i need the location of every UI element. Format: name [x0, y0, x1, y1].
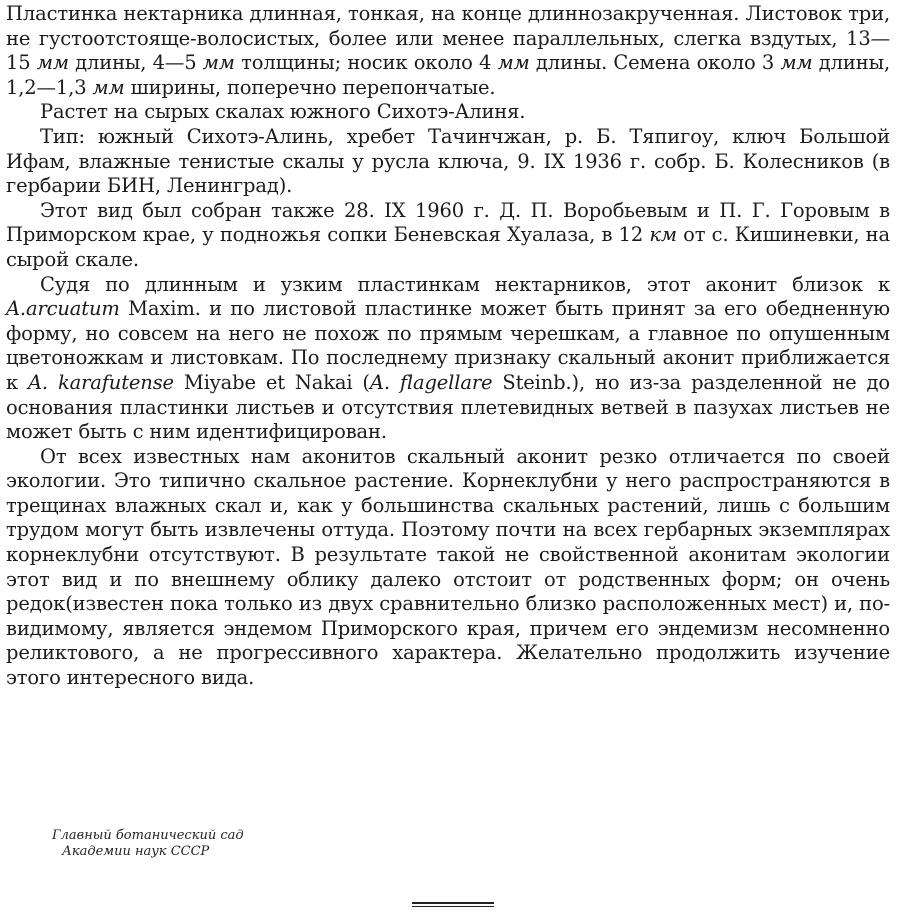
- text-run: длины, 1,2—1,3: [6, 51, 890, 99]
- text-run: Miyabe et Nakai (: [173, 370, 370, 394]
- paragraph: [6, 273, 890, 445]
- text-run: длины. Семена около 3: [529, 51, 781, 75]
- italic-run: мм: [92, 75, 125, 99]
- paragraph: [6, 100, 890, 125]
- paragraph: [6, 199, 890, 273]
- text-run: Пластинка нектарника длинная, тонкая, на конце длиннозакрученная. Листовок три, не густоотстояще-волосистых, более или менее параллельных, слегка вздутых, 13—15: [6, 2, 890, 75]
- text-run: от с. Кишиневки, на сырой скале.: [6, 223, 890, 271]
- paragraph: [6, 2, 890, 100]
- paragraph: [6, 445, 890, 691]
- italic-run: мм: [202, 51, 235, 75]
- end-rule: [412, 902, 494, 907]
- author-affiliation: [52, 828, 244, 860]
- italic-run: A. flagellare: [369, 370, 493, 394]
- text-run: Тип: южный Сихотэ-Алинь, хребет Тачинчжан, р. Б. Тяпигоу, ключ Большой Ифам, влажные тенистые скалы у русла ключа, 9. IX 1936 г. собр. Б. Колесников (в гербарии БИН, Ленинград).: [6, 124, 890, 198]
- document-body: [6, 2, 890, 691]
- italic-run: мм: [780, 51, 813, 75]
- paragraph: [6, 125, 890, 199]
- text-run: Судя по длинным и узким пластинкам нектарников, этот аконит близок к: [40, 272, 890, 296]
- text-run: От всех известных нам аконитов скальный аконит резко отличается по своей экологии. Это типично скальное растение. Корнеклубни у него распространяются в трещинах влажных скал и, как у большинства скальных растений, лишь с большим трудом могут быть извлечены оттуда. Поэтому почти на всех гербарных экземплярах корнеклубни отсутствуют. В результате такой не свойственной аконитам экологии этот вид и по внешнему облику далеко отстоит от родственных форм; он очень редок(известен пока только из двух сравнительно близко расположенных мест) и, по-видимому, является эндемом Приморского края, причем его эндемизм несомненно реликтового, а не прогрессивного характера. Желательно продолжить изучение этого интересного вида.: [6, 444, 890, 690]
- affiliation-line-2: Академии наук СССР: [62, 844, 210, 859]
- text-run: длины, 4—5: [68, 51, 203, 75]
- italic-run: мм: [497, 51, 530, 75]
- text-run: Этот вид был собран также 28. IX 1960 г. Д. П. Воробьевым и П. Г. Горовым в Приморском крае, у подножья сопки Беневская Хуалаза, в 12: [6, 198, 890, 247]
- text-run: Steinb.), но из-за разделенной не до основания пластинки листьев и отсутствия плетевидных ветвей в пазухах листьев не может быть с ним идентифицирован.: [6, 370, 890, 444]
- text-run: ширины, поперечно перепончатые.: [124, 75, 496, 99]
- italic-run: км: [649, 223, 677, 247]
- affiliation-line-1: Главный ботанический сад: [52, 828, 244, 843]
- text-run: Растет на сырых скалах южного Сихотэ-Алиня.: [40, 100, 526, 124]
- italic-run: мм: [36, 51, 69, 75]
- italic-run: A. karafutense: [28, 370, 174, 394]
- text-run: Maxim. и по листовой пластинке может быть принят за его обедненную форму, но совсем на него не похож по прямым черешкам, а главное по опушенным цветоножкам и листовкам. По последнему признаку скальный аконит приближается к: [6, 297, 890, 394]
- italic-run: A.arcuatum: [6, 297, 120, 321]
- text-run: толщины; носик около 4: [234, 51, 498, 75]
